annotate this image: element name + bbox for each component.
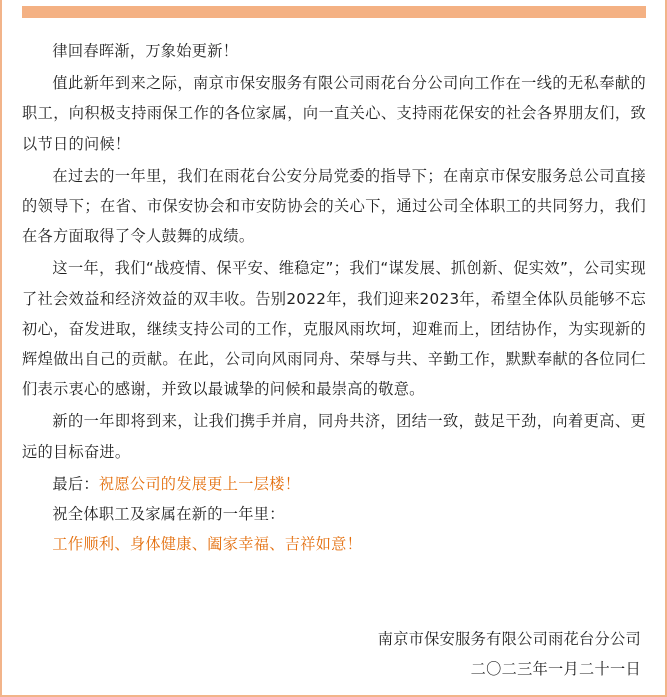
decorative-top-bar bbox=[22, 6, 646, 18]
signature-block bbox=[378, 624, 641, 684]
signature-company: 南京市保安服务有限公司雨花台分公司 bbox=[377, 630, 641, 648]
paragraph-2: 在过去的一年里，我们在雨花台公安分局党委的指导下；在南京市保安服务总公司直接的领导下；在省、市保安协会和市安防协会的关心下，通过公司全体职工的共同努力，我们在各方面取得了令人鼓舞的成绩。 bbox=[22, 166, 646, 246]
wish-intro: 祝全体职工及家属在新的一年里： bbox=[52, 505, 285, 524]
wish-items: 工作顺利、身体健康、阖家幸福、吉祥如意！ bbox=[52, 535, 363, 554]
paragraph-4: 新的一年即将到来，让我们携手并肩，同舟共济，团结一致，鼓足干劲，向着更高、更远的目标奋进。 bbox=[22, 412, 646, 461]
paragraph-1: 值此新年到来之际，南京市保安服务有限公司雨花台分公司向工作在一线的无私奉献的职工，向积极支持雨保工作的各位家属，向一直关心、支持雨花保安的社会各界朋友们，致以节日的问候！ bbox=[22, 74, 646, 153]
paragraph-3: 这一年，我们“战疫情、保平安、维稳定”；我们“谋发展、抓创新、促实效”，公司实现了社会效益和经济效益的双丰收。告别2022年，我们迎来2023年，希望全体队员能够不忘初心，奋发进取，继续支持公司的工作，克服风雨坎坷，迎难而上，团结协作，为实现新的辉煌做出自己的贡献。在此，公司向风雨同舟、荣辱与共、辛勤工作，默默奉献的各位同仁们表示衷心的感谢，并致以最诚挚的问候和最崇高的敬意。 bbox=[22, 259, 646, 399]
closing-prefix: 最后： bbox=[52, 474, 99, 493]
closing-wish: 祝愿公司的发展更上一层楼！ bbox=[98, 474, 301, 493]
letter-body bbox=[22, 36, 646, 559]
greeting: 律回春晖渐，万象始更新！ bbox=[52, 42, 239, 60]
signature-date: 二〇二三年一月二十一日 bbox=[470, 660, 641, 678]
closing-line bbox=[22, 469, 646, 499]
